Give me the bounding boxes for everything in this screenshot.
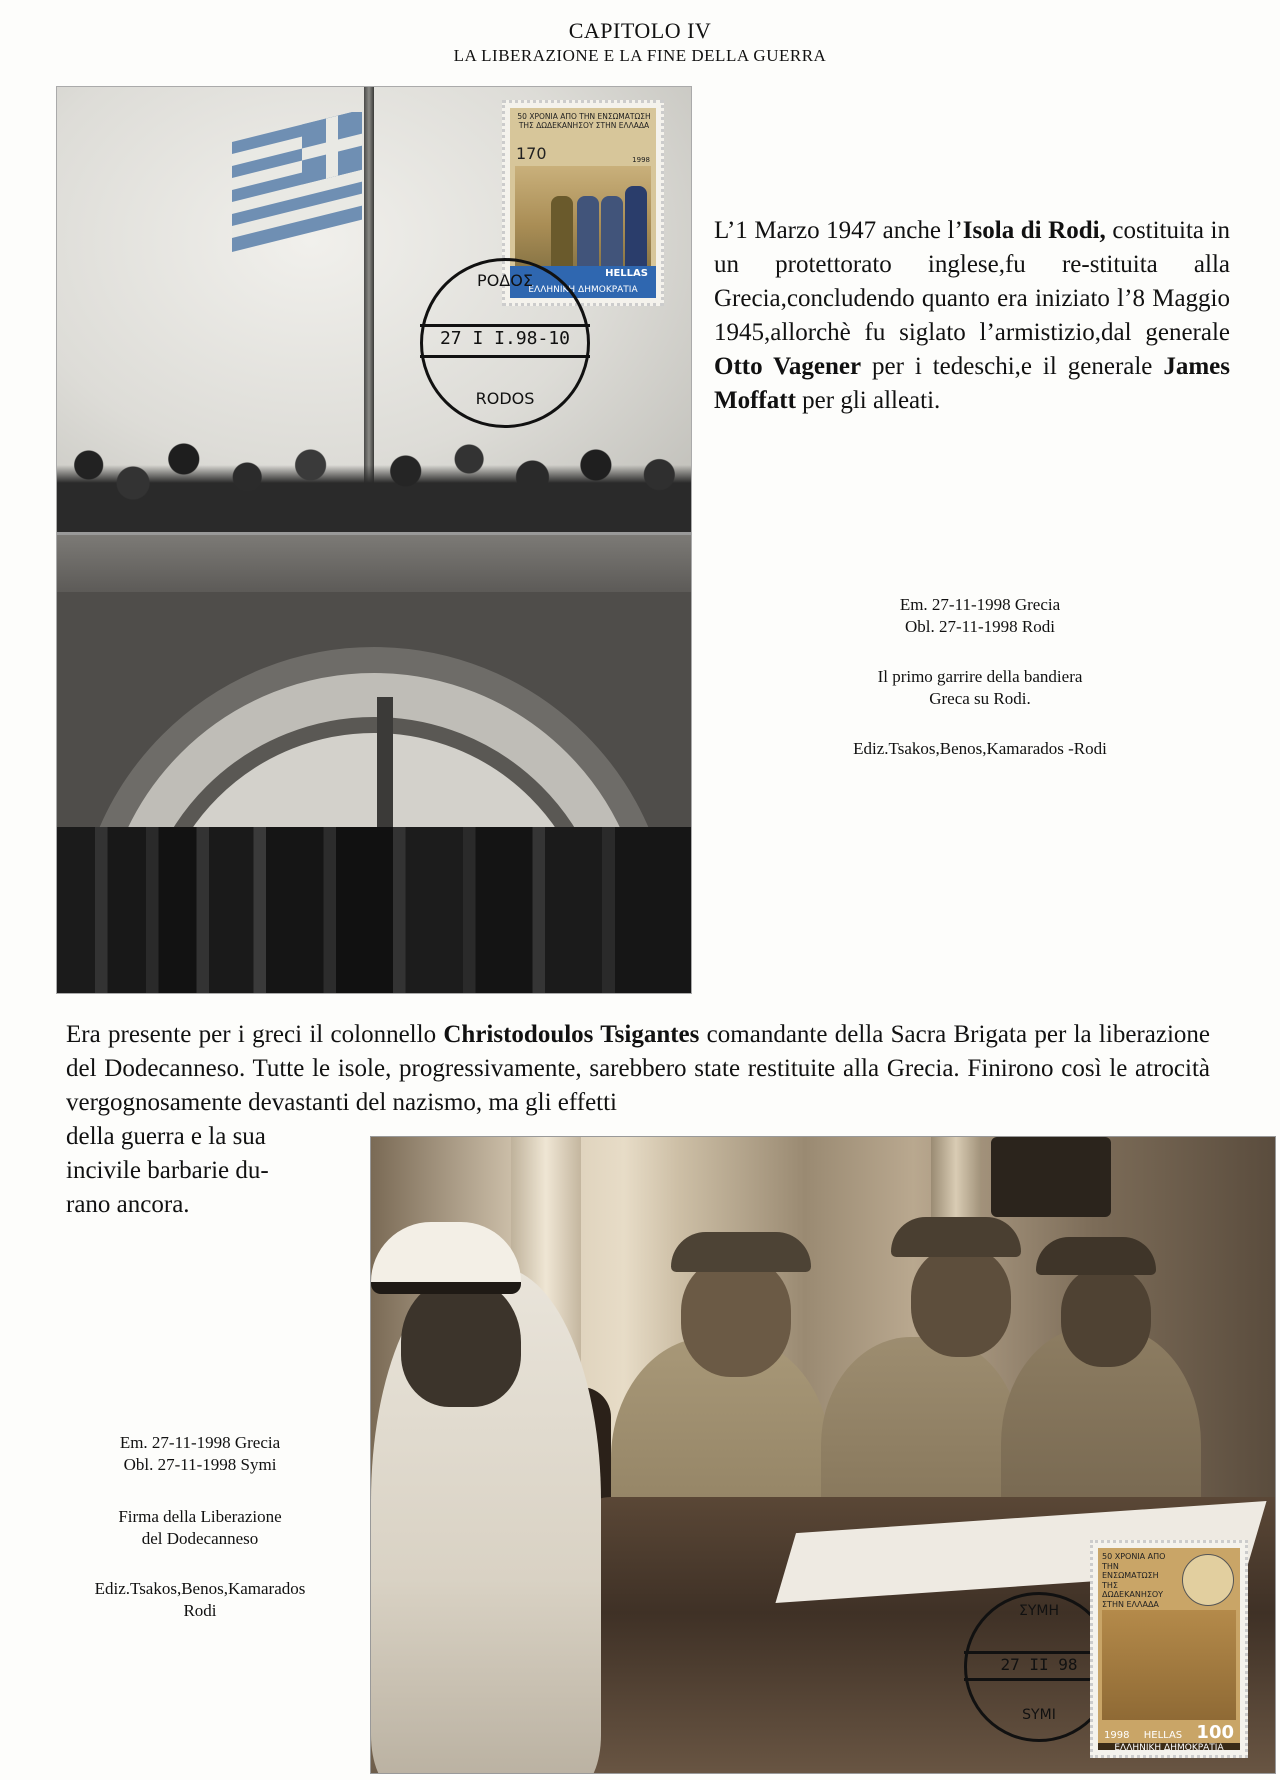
stamp-country-greek: ΕΛΛΗΝΙΚΗ ΔΗΜΟΚΡΑΤΙΑ [510,282,656,298]
stamp-country-greek: ΕΛΛΗΝΙΚΗ ΔΗΜΟΚΡΑΤΙΑ [1098,1743,1240,1750]
card1-issue-info: Em. 27-11-1998 Grecia Obl. 27-11-1998 Rodi [899,595,1061,636]
stamp-country-latin: HELLAS [510,266,656,282]
card2-publisher: Ediz.Tsakos,Benos,Kamarados Rodi [94,1579,306,1620]
rodi-paragraph: L’1 Marzo 1947 anche l’Isola di Rodi, costituita in un protettorato inglese,fu re-stituita alla Grecia,concludendo quanto era iniziato l’8 Maggio 1945,allorchè fu siglato l’armistizio,dal generale Otto Vagener per i tedeschi,e il generale James Moffatt per gli alleati. [714,217,1230,414]
card2-issue-info: Em. 27-11-1998 Grecia Obl. 27-11-1998 Symi [119,1433,281,1474]
postmark-rodos [420,258,590,428]
photo-parapet [57,532,691,595]
postmark-date: 27 I I.98-10 [439,328,571,349]
postmark-top-text: ΣΥΜΗ [1018,1603,1059,1619]
postmark-bottom-text: RODOS [475,389,535,408]
stamp-picture [515,166,651,266]
card1-publisher: Ediz.Tsakos,Benos,Kamarados -Rodi [853,739,1107,758]
tsigantes-paragraph-end: della guerra e la sua incivile barbarie du-rano ancora. [66,1123,269,1218]
stamp-picture [1102,1610,1236,1720]
stamp-country-latin: HELLAS [1143,1730,1183,1741]
card2-description: Firma della Liberazione del Dodecanneso [118,1507,282,1548]
tsigantes-paragraph: Era presente per i greci il colonnello Christodoulos Tsigantes comandante della Sacra Brigata per la liberazione del Dodecanneso. Tutte le isole, progressivamente, sarebbero state restituite alla Grecia. Finirono così le atrocità vergognosamente devastanti del nazismo, ma gli effetti [66,1021,1210,1116]
postmark-top-text: ΡΟΔΟΣ [477,271,533,290]
photo-camera [991,1137,1111,1217]
postmark-date: 27 II 98 [1000,1655,1078,1674]
chapter-subtitle: LA LIBERAZIONE E LA FINE DELLA GUERRA [453,46,827,65]
greek-flag-image [232,112,362,262]
map-icon [1182,1554,1234,1606]
chapter-title: CAPITOLO IV [568,18,712,43]
card1-description: Il primo garrire della bandiera Greca su Rodi. [877,667,1083,708]
postmark-bottom-text: SYMI [1022,1707,1056,1723]
stamp-caption: 50 ΧΡΟΝΙΑ ΑΠΟ ΤΗΝ ΕΝΣΩΜΑΤΩΣΗ ΤΗΣ ΔΩΔΕΚΑΝΗΣΟΥ ΣΤΗΝ ΕΛΛΑΔΑ [1102,1552,1166,1609]
stamp-value: 170 [516,144,547,163]
photo-crowd [57,417,691,537]
stamp-100 [1090,1540,1248,1758]
stamp-value: 100 [1196,1722,1234,1743]
stamp-caption: 50 ΧΡΟΝΙΑ ΑΠΟ ΤΗΝ ΕΝΣΩΜΑΤΩΣΗ ΤΗΣ ΔΩΔΕΚΑΝΗΣΟΥ ΣΤΗΝ ΕΛΛΑΔΑ [517,112,651,130]
photo-officers [57,827,691,993]
page-header [0,18,1280,66]
stamp-year: 1998 [632,156,650,164]
stamp-year: 1998 [1104,1730,1130,1741]
